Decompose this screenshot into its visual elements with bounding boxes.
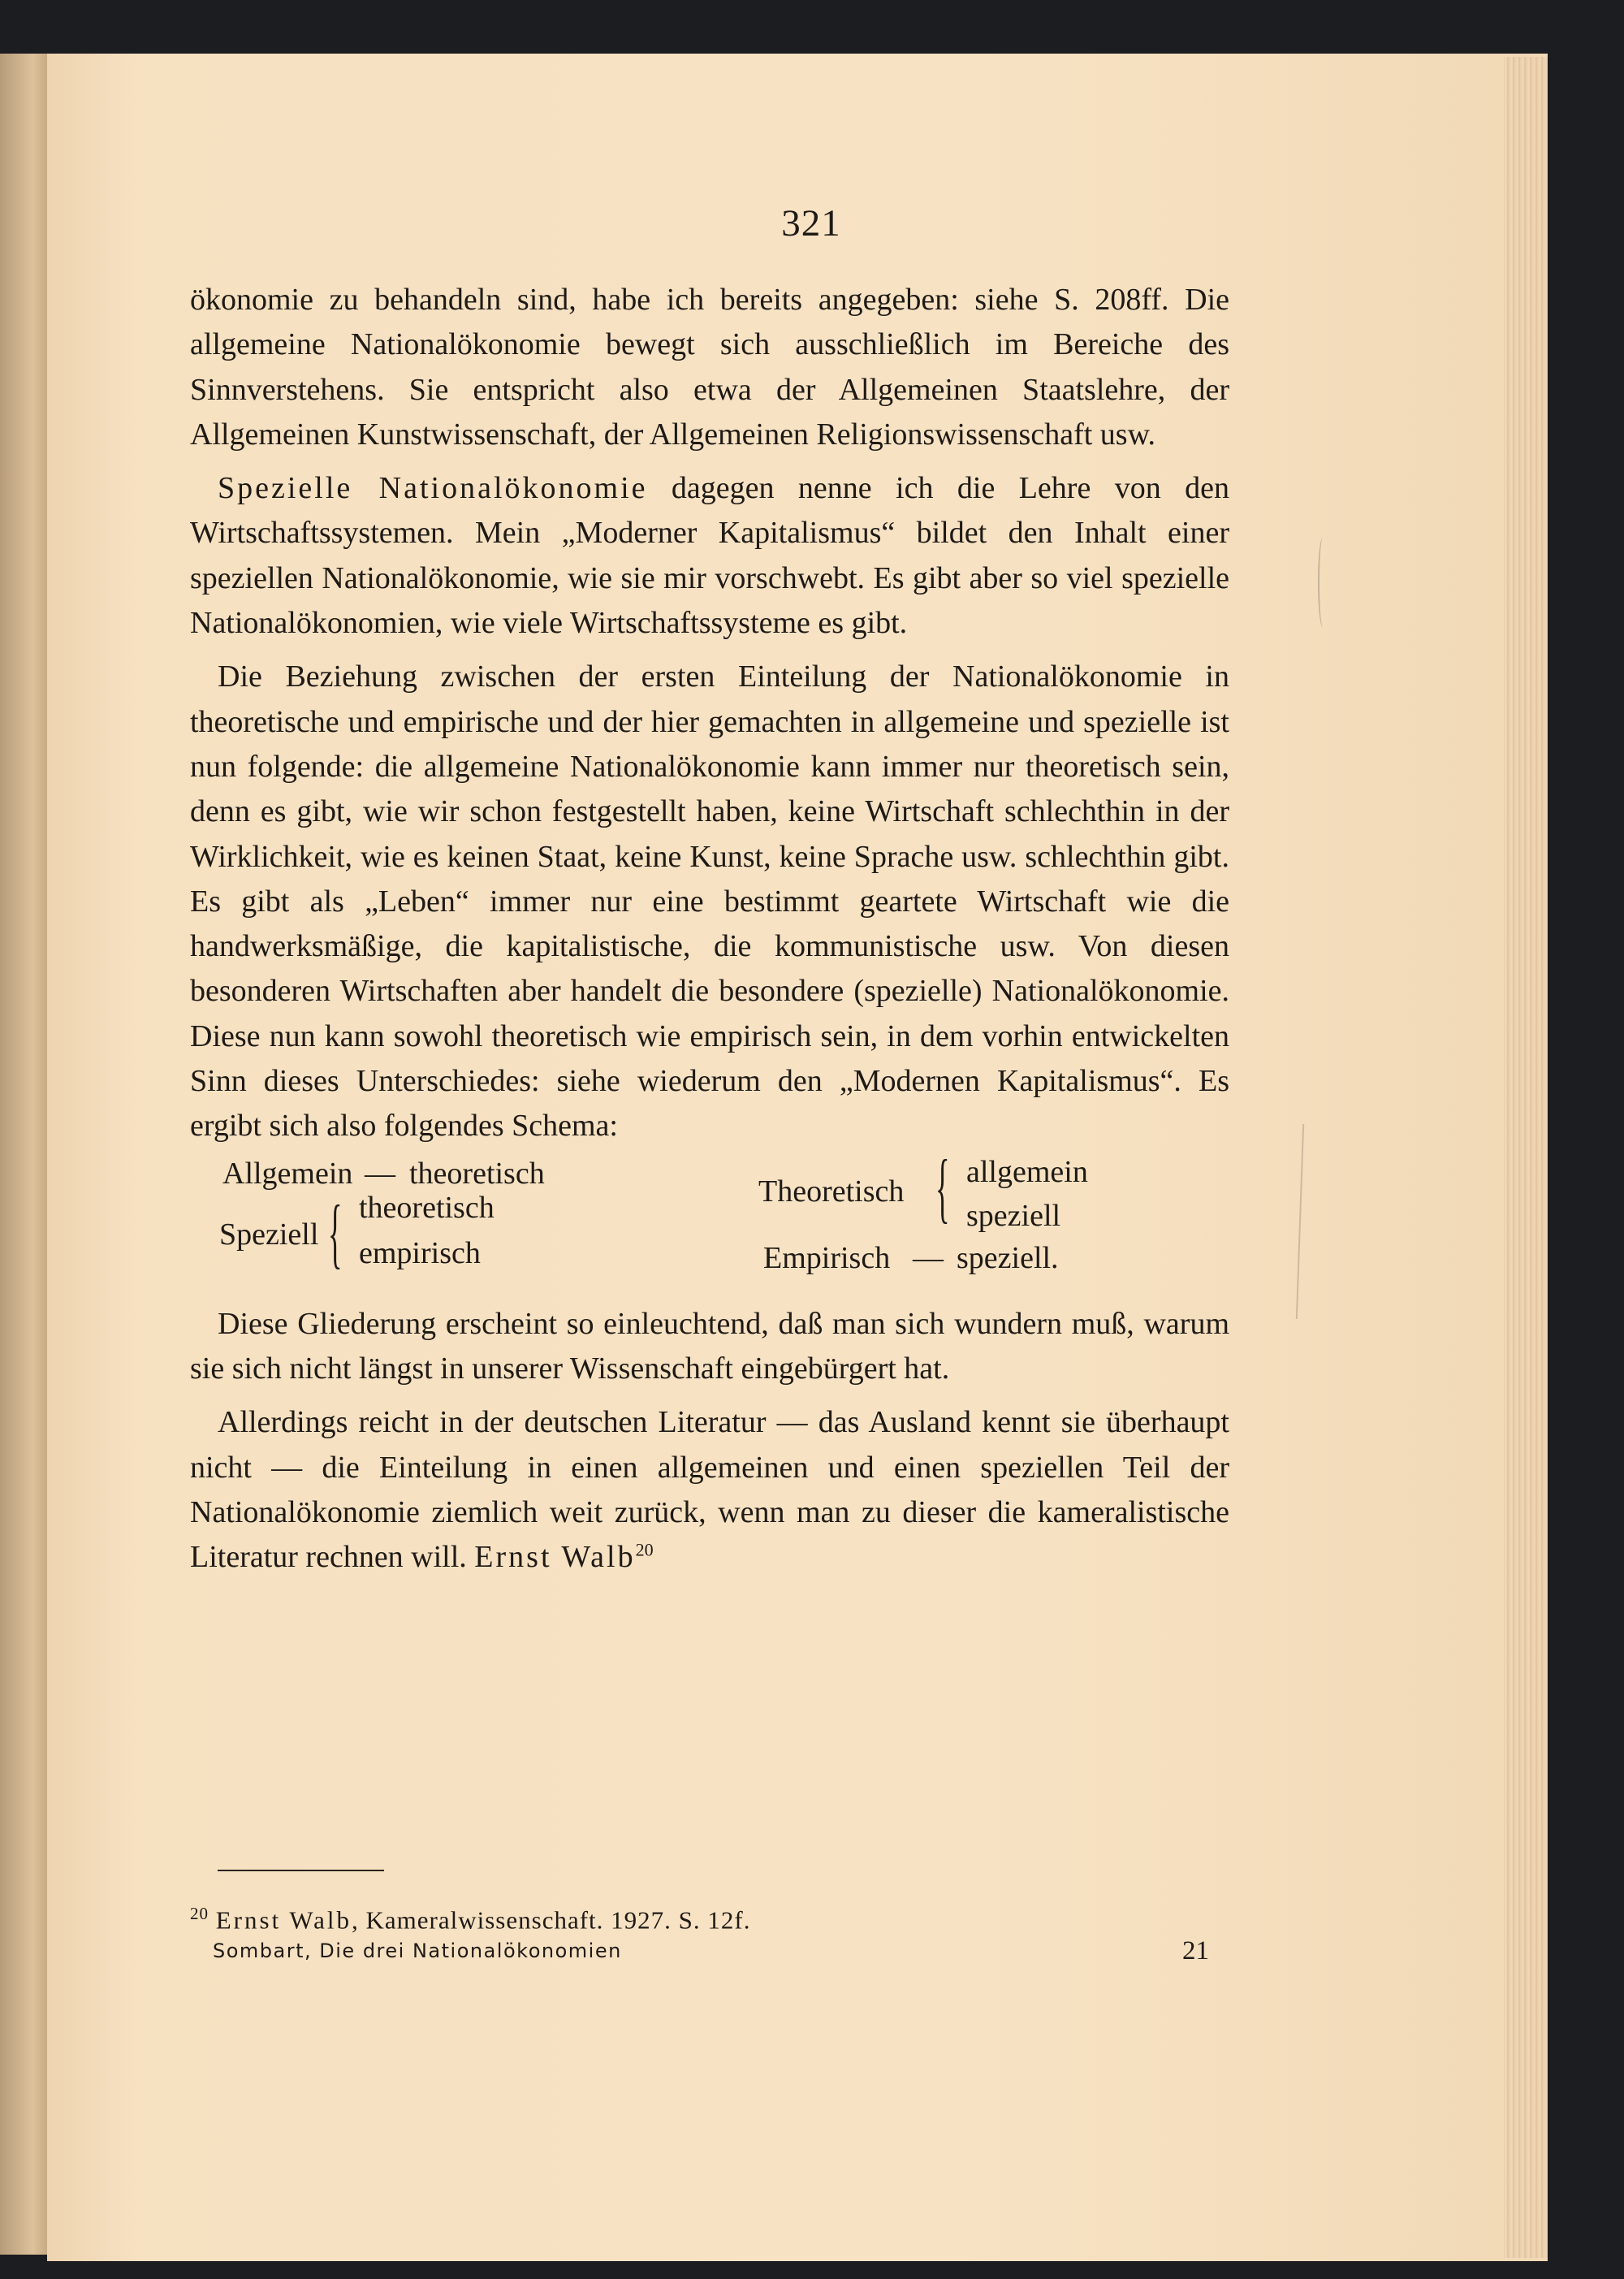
paragraph-5: Allerdings reicht in der deutschen Literatur — das Ausland kennt sie überhaupt nicht — die Einteilung in einen allgemeinen und einen speziellen Teil der Nationalökonomie ziemlich weit zurück, wenn man zu dieser die kameralistische Literatur rechnen will. Ernst Walb$^{20}$ bbox=[190, 1405, 1229, 1575]
footnote: $^{20}$ Ernst Walb, Kameralwissenschaft. 1927. S. 12f. bbox=[190, 1904, 751, 1935]
schema-speziell-final: speziell. bbox=[957, 1240, 1059, 1275]
schema-speziell-right: speziell bbox=[966, 1198, 1061, 1233]
page-number: 321 bbox=[781, 202, 841, 244]
schema-empirisch: empirisch bbox=[359, 1235, 481, 1270]
schema-empirisch-right: Empirisch bbox=[763, 1240, 891, 1275]
schema-theoretisch-2: theoretisch bbox=[359, 1190, 495, 1225]
left-page-edge bbox=[0, 54, 47, 2255]
schema-speziell: Speziell bbox=[219, 1217, 319, 1252]
schema-theoretisch-right: Theoretisch bbox=[758, 1174, 905, 1209]
pencil-mark bbox=[1318, 538, 1328, 627]
brace-icon: { bbox=[935, 1143, 950, 1230]
book-page bbox=[47, 54, 1548, 2261]
classification-schema bbox=[190, 1143, 1229, 1293]
paragraph-2: Spezielle Nationalökonomie dagegen nenne ich die Lehre von den Wirtschaftssystemen. Mein „Moderner Kapitalismus“ bildet den Inhalt einer speziellen Nationalökonomie, wie sie mir vorschwebt. Es gibt aber so viel spezielle Nationalökonomien, wie viele Wirtschaftssysteme es gibt. bbox=[190, 471, 1229, 641]
signature-number: 21 bbox=[1182, 1936, 1209, 1965]
printer-signature: Sombart, Die drei Nationalökonomien bbox=[213, 1940, 622, 1962]
paragraph-4: Diese Gliederung erscheint so einleuchtend, daß man sich wundern muß, warum sie sich nicht längst in unserer Wissenschaft eingebürgert hat. bbox=[190, 1306, 1229, 1386]
author-name: Ernst Walb bbox=[474, 1540, 636, 1575]
schema-allgemein-right: allgemein bbox=[966, 1154, 1088, 1189]
body-text bbox=[190, 278, 1229, 1580]
schema-dash-right: — bbox=[913, 1240, 944, 1275]
schema-dash: — bbox=[365, 1156, 395, 1191]
emphasis-term: Spezielle Nationalökonomie bbox=[218, 471, 648, 506]
footnote-rule bbox=[218, 1870, 384, 1871]
page-stack-edge bbox=[1504, 57, 1548, 2258]
schema-theoretisch: theoretisch bbox=[409, 1156, 545, 1191]
footnote-ref: 20 bbox=[635, 1539, 654, 1560]
schema-allgemein: Allgemein bbox=[222, 1156, 353, 1191]
brace-icon: { bbox=[328, 1188, 343, 1276]
pencil-mark bbox=[1296, 1124, 1304, 1319]
paragraph-3: Die Beziehung zwischen der ersten Einteilung der Nationalökonomie in theoretische und empirische und der hier gemachten in allgemeine und spezielle ist nun folgende: die allgemeine Nationalökonomie kann immer nur theoretisch sein, denn es gibt, wie wir schon festgestellt haben, keine Wirtschaft schlechthin in der Wirklichkeit, wie es keinen Staat, keine Kunst, keine Sprache usw. schlechthin gibt. Es gibt als „Leben“ immer nur eine bestimmt geartete Wirtschaft wie die handwerksmäßige, die kapitalistische, die kommunistische usw. Von diesen besonderen Wirtschaften aber handelt die besondere (spezielle) Nationalökonomie. Diese nun kann sowohl theoretisch wie empirisch sein, in dem vorhin entwickelten Sinn dieses Unterschiedes: siehe wiederum den „Modernen Kapitalismus“. Es ergibt sich also folgendes Schema: bbox=[190, 659, 1229, 1144]
paragraph-1: ökonomie zu behandeln sind, habe ich bereits angegeben: siehe S. 208ff. Die allgemeine Nationalökonomie bewegt sich ausschließlich im Bereiche des Sinnverstehens. Sie entspricht also etwa der Allgemeinen Staatslehre, der Allgemeinen Kunstwissenschaft, der Allgemeinen Religionswissenschaft usw. bbox=[190, 283, 1229, 452]
